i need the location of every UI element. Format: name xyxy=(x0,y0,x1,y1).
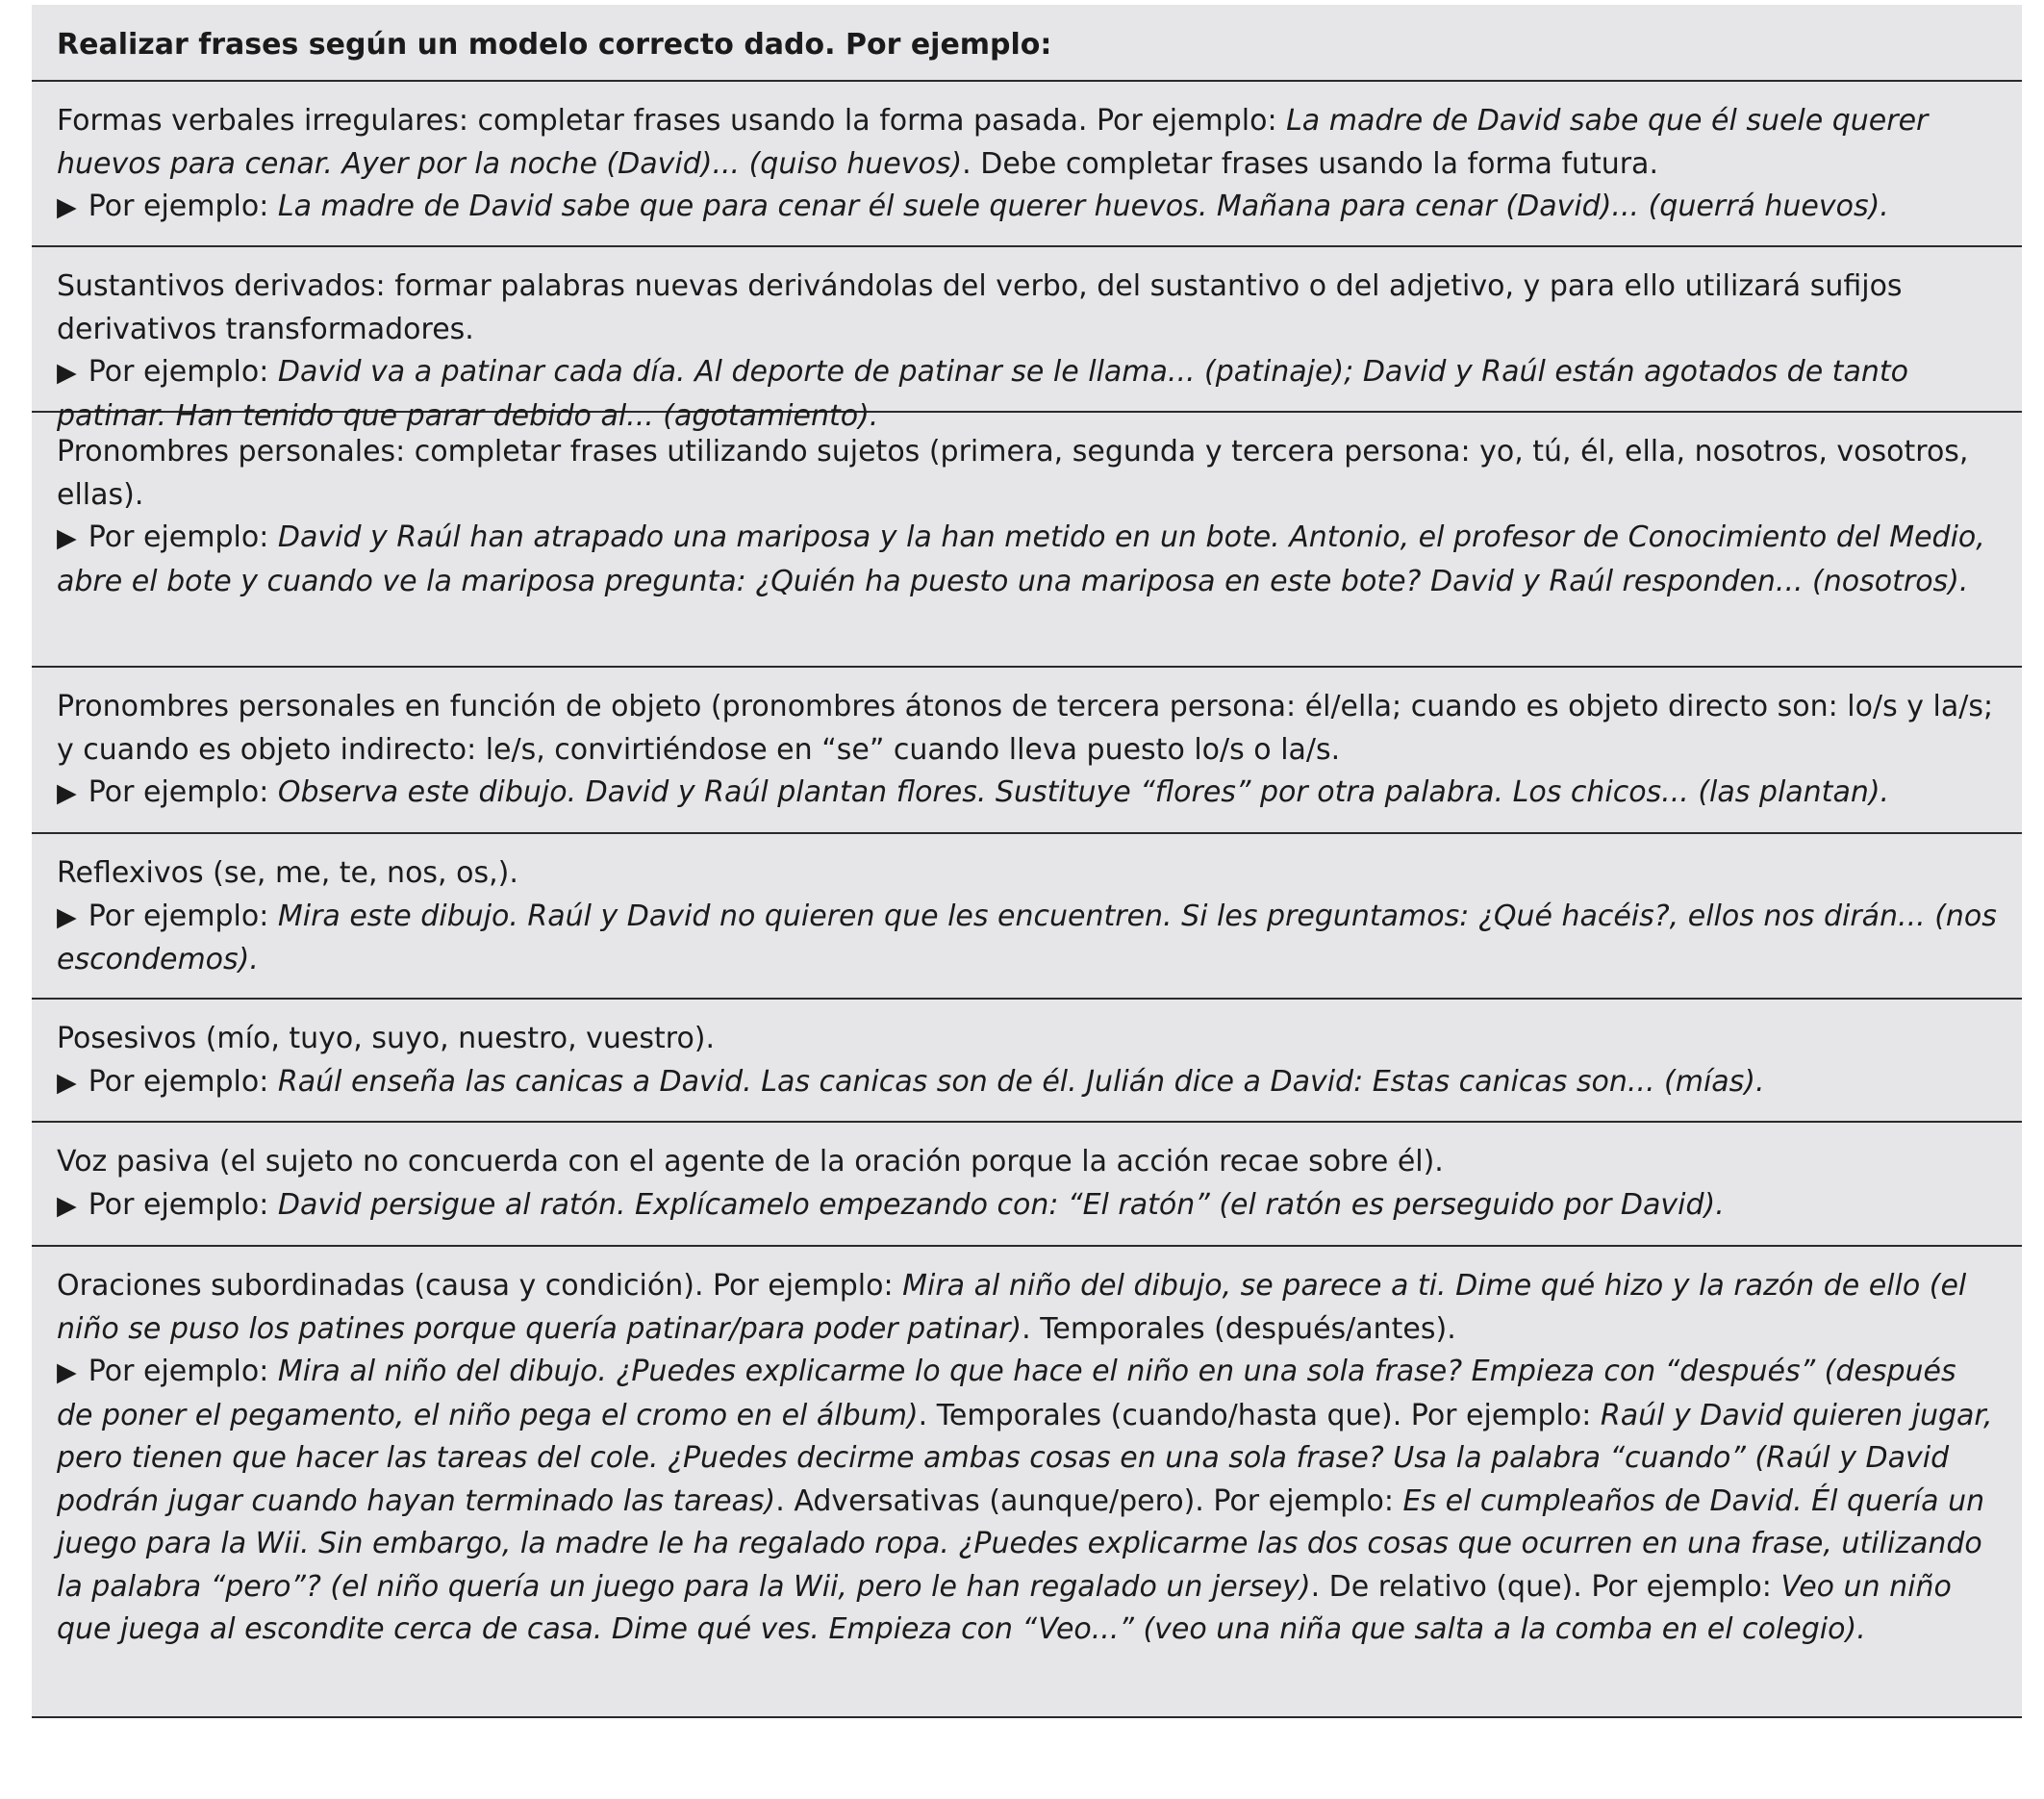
examples-table xyxy=(32,5,2022,1718)
description-text: Por ejemplo: xyxy=(88,775,278,809)
table-row xyxy=(32,1000,2022,1123)
description-text: Sustantivos derivados: formar palabras nuevas derivándolas del verbo, del sustantivo o del adjetivo, y para ello utilizará sufijos derivativos transformadores. xyxy=(57,269,1903,346)
row-example xyxy=(57,186,1997,230)
example-text: Raúl enseña las canicas a David. Las canicas son de él. Julián dice a David: Estas canicas son... (mías). xyxy=(277,1064,1765,1099)
example-text: David persigue al ratón. Explícamelo empezando con: “El ratón” (el ratón es perseguido por David). xyxy=(277,1187,1725,1222)
example-text: Mira este dibujo. Raúl y David no quieren que les encuentren. Si les preguntamos: ¿Qué hacéis?, ellos nos dirán... (nos escondemos). xyxy=(57,899,1997,976)
row-description xyxy=(57,852,1997,896)
description-text: . Temporales (cuando/hasta que). Por ejemplo: xyxy=(918,1398,1601,1432)
table-header-row xyxy=(32,5,2022,82)
row-example xyxy=(57,517,1997,603)
arrow-bullet-icon: ▶ xyxy=(57,523,77,553)
row-description xyxy=(57,686,1997,772)
row-description xyxy=(57,266,1997,351)
example-text: Observa este dibujo. David y Raúl plantan flores. Sustituye “flores” por otra palabra. Los chicos... (las plantan). xyxy=(277,775,1890,809)
row-description xyxy=(57,1018,1997,1061)
table-row xyxy=(32,668,2022,834)
table-header: Realizar frases según un modelo correcto dado. Por ejemplo: xyxy=(57,28,1052,62)
description-text: Posesivos (mío, tuyo, suyo, nuestro, vuestro). xyxy=(57,1022,716,1055)
example-text: La madre de David sabe que para cenar él suele querer huevos. Mañana para cenar (David)... (querrá huevos). xyxy=(277,190,1889,223)
row-description xyxy=(57,431,1997,517)
description-text: Pronombres personales en función de objeto (pronombres átonos de tercera persona: él/ella; cuando es objeto directo son: lo/s y la/s; y cuando es objeto indirecto: le/s, convirtiéndose en “se” cuando lleva puesto lo/s o la/s. xyxy=(57,690,1994,767)
description-text: . De relativo (que). Por ejemplo: xyxy=(1310,1569,1781,1604)
description-text: Pronombres personales: completar frases utilizando sujetos (primera, segunda y tercera persona: yo, tú, él, ella, nosotros, vosotros, ellas). xyxy=(57,435,1969,512)
table-row xyxy=(32,1123,2022,1247)
description-text: Voz pasiva (el sujeto no concuerda con el agente de la oración porque la acción recae sobre él). xyxy=(57,1145,1444,1178)
row-example xyxy=(57,1351,1997,1652)
description-text: Por ejemplo: xyxy=(88,190,278,223)
description-text: Reflexivos (se, me, te, nos, os,). xyxy=(57,856,518,890)
arrow-bullet-icon: ▶ xyxy=(57,192,77,222)
description-text: . Debe completar frases usando la forma futura. xyxy=(962,146,1658,181)
row-example xyxy=(57,1184,1997,1229)
example-text: La madre de David sabe que él suele querer huevos para cenar. Ayer por la noche (David)... (quiso huevos) xyxy=(57,104,1929,181)
example-text: David va a patinar cada día. Al deporte de patinar se le llama... (patinaje); David y Raúl están agotados de tanto patinar. Han tenido que parar debido al... (agotamiento). xyxy=(57,355,1908,433)
arrow-bullet-icon: ▶ xyxy=(57,901,77,932)
table-row xyxy=(32,247,2022,433)
arrow-bullet-icon: ▶ xyxy=(57,778,77,808)
arrow-bullet-icon: ▶ xyxy=(57,358,77,388)
row-description xyxy=(57,1141,1997,1184)
description-text: Formas verbales irregulares: completar frases usando la forma pasada. Por ejemplo: xyxy=(57,104,1287,138)
arrow-bullet-icon: ▶ xyxy=(57,1357,77,1387)
table-row xyxy=(32,834,2022,1000)
description-text: Por ejemplo: xyxy=(88,1187,278,1222)
row-example xyxy=(57,896,1997,982)
description-text: . Adversativas (aunque/pero). Por ejemplo: xyxy=(775,1483,1403,1518)
example-text: Mira al niño del dibujo. ¿Puedes explicarme lo que hace el niño en una sola frase? Empieza con “después” (después de poner el pegamento, el niño pega el cromo en el álbum) xyxy=(57,1355,1956,1432)
table-row xyxy=(32,1247,2022,1718)
example-text: Es el cumpleaños de David. Él quería un juego para la Wii. Sin embargo, la madre le ha regalado ropa. ¿Puedes explicarme las dos cosas que ocurren en una frase, utilizando la palabra “pero”? (el niño quería un juego para la Wii, pero le han regalado un jersey) xyxy=(57,1483,1985,1604)
example-text: Veo un niño que juega al escondite cerca de casa. Dime qué ves. Empieza con “Veo...” (veo una niña que salta a la comba en el colegio). xyxy=(57,1569,1952,1646)
description-text: Por ejemplo: xyxy=(88,520,278,554)
row-description xyxy=(57,1265,1997,1351)
description-text: Por ejemplo: xyxy=(88,355,278,389)
arrow-bullet-icon: ▶ xyxy=(57,1067,77,1098)
example-text: David y Raúl han atrapado una mariposa y la han metido en un bote. Antonio, el profesor de Conocimiento del Medio, abre el bote y cuando ve la mariposa pregunta: ¿Quién ha puesto una mariposa en este bote? David y Raúl responden... (nosotros). xyxy=(57,520,1985,598)
description-text: Por ejemplo: xyxy=(88,1355,278,1388)
example-text: Raúl y David quieren jugar, pero tienen que hacer las tareas del cole. ¿Puedes decirme ambas cosas en una sola frase? Usa la palabra “cuando” (Raúl y David podrán jugar cuando hayan terminado las tareas) xyxy=(57,1398,1993,1518)
arrow-bullet-icon: ▶ xyxy=(57,1190,77,1221)
row-description xyxy=(57,100,1997,186)
description-text: Por ejemplo: xyxy=(88,1064,278,1099)
row-example xyxy=(57,772,1997,816)
table-row xyxy=(32,82,2022,247)
description-text: Oraciones subordinadas (causa y condición). Por ejemplo: xyxy=(57,1269,903,1303)
description-text: . Temporales (después/antes). xyxy=(1022,1311,1456,1346)
example-text: Mira al niño del dibujo, se parece a ti. Dime qué hizo y la razón de ello (el niño se puso los patines porque quería patinar/para poder patinar) xyxy=(57,1269,1967,1346)
description-text: Por ejemplo: xyxy=(88,899,278,933)
row-example xyxy=(57,1061,1997,1105)
table-row xyxy=(32,413,2022,668)
